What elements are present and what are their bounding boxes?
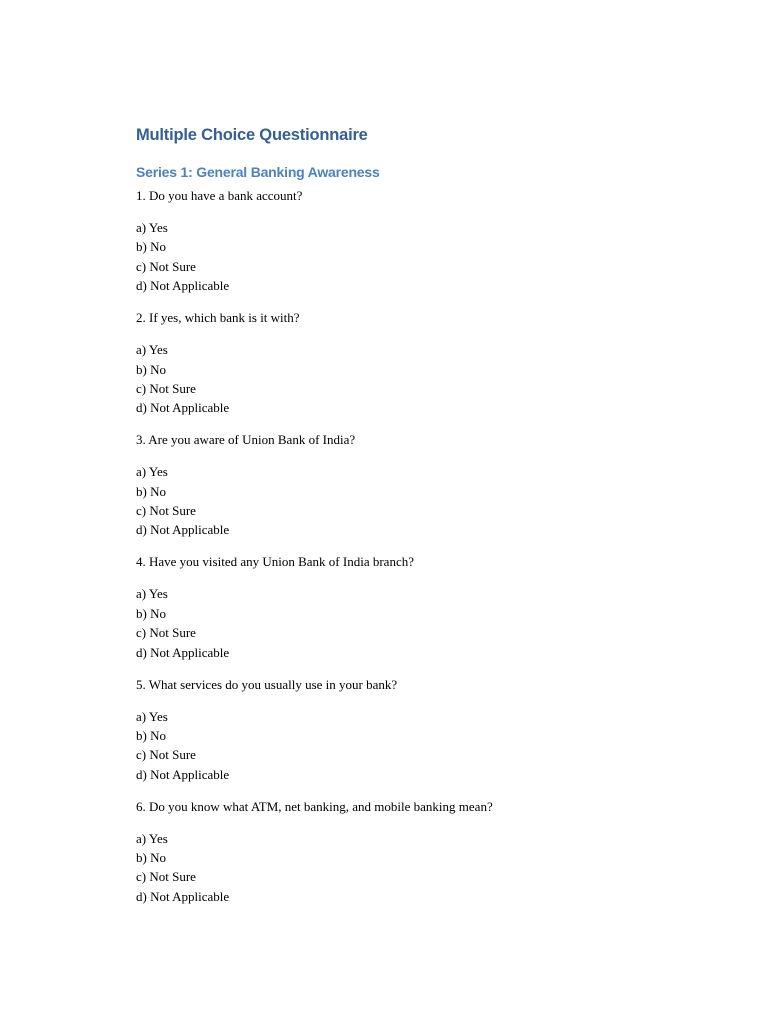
- option-c: c) Not Sure: [136, 869, 196, 885]
- option-c: c) Not Sure: [136, 380, 196, 396]
- option-d: d) Not Applicable: [136, 766, 230, 782]
- option-a: a) Yes: [136, 464, 168, 480]
- series-title: Series 1: General Banking Awareness: [136, 164, 380, 180]
- question-block-6: [136, 797, 676, 907]
- question-text: 5. What services do you usually use in your bank?: [136, 676, 398, 692]
- option-d: d) Not Applicable: [136, 888, 230, 904]
- option-d: d) Not Applicable: [136, 644, 230, 660]
- question-text: 2. If yes, which bank is it with?: [136, 310, 300, 326]
- option-b: b) No: [136, 850, 166, 866]
- question-text: 1. Do you have a bank account?: [136, 188, 303, 203]
- option-c: c) Not Sure: [136, 747, 196, 763]
- document-content: [136, 124, 676, 919]
- option-d: d) Not Applicable: [136, 278, 230, 294]
- question-text: 6. Do you know what ATM, net banking, and mobile banking mean?: [136, 798, 493, 814]
- question-block-3: [136, 430, 676, 540]
- option-b: b) No: [136, 239, 166, 255]
- document-title: Multiple Choice Questionnaire: [136, 126, 368, 144]
- option-d: d) Not Applicable: [136, 400, 230, 416]
- option-list: [136, 707, 676, 785]
- option-list: [136, 340, 676, 418]
- question-text: 3. Are you aware of Union Bank of India?: [136, 432, 356, 448]
- option-a: a) Yes: [136, 586, 168, 602]
- question-block-4: [136, 552, 676, 662]
- option-a: a) Yes: [136, 220, 168, 235]
- question-block-2: [136, 308, 676, 418]
- question-block-5: [136, 675, 676, 785]
- question-block-1: [136, 186, 676, 296]
- question-text: 4. Have you visited any Union Bank of India branch?: [136, 554, 414, 570]
- option-c: c) Not Sure: [136, 503, 196, 519]
- option-a: a) Yes: [136, 708, 168, 724]
- option-list: [136, 829, 676, 907]
- option-list: [136, 584, 676, 662]
- option-a: a) Yes: [136, 342, 168, 358]
- option-b: b) No: [136, 361, 166, 377]
- option-b: b) No: [136, 605, 166, 621]
- option-b: b) No: [136, 483, 166, 499]
- option-c: c) Not Sure: [136, 258, 196, 274]
- option-a: a) Yes: [136, 830, 168, 846]
- option-c: c) Not Sure: [136, 625, 196, 641]
- option-b: b) No: [136, 727, 166, 743]
- option-list: [136, 218, 676, 296]
- option-d: d) Not Applicable: [136, 522, 230, 538]
- option-list: [136, 462, 676, 540]
